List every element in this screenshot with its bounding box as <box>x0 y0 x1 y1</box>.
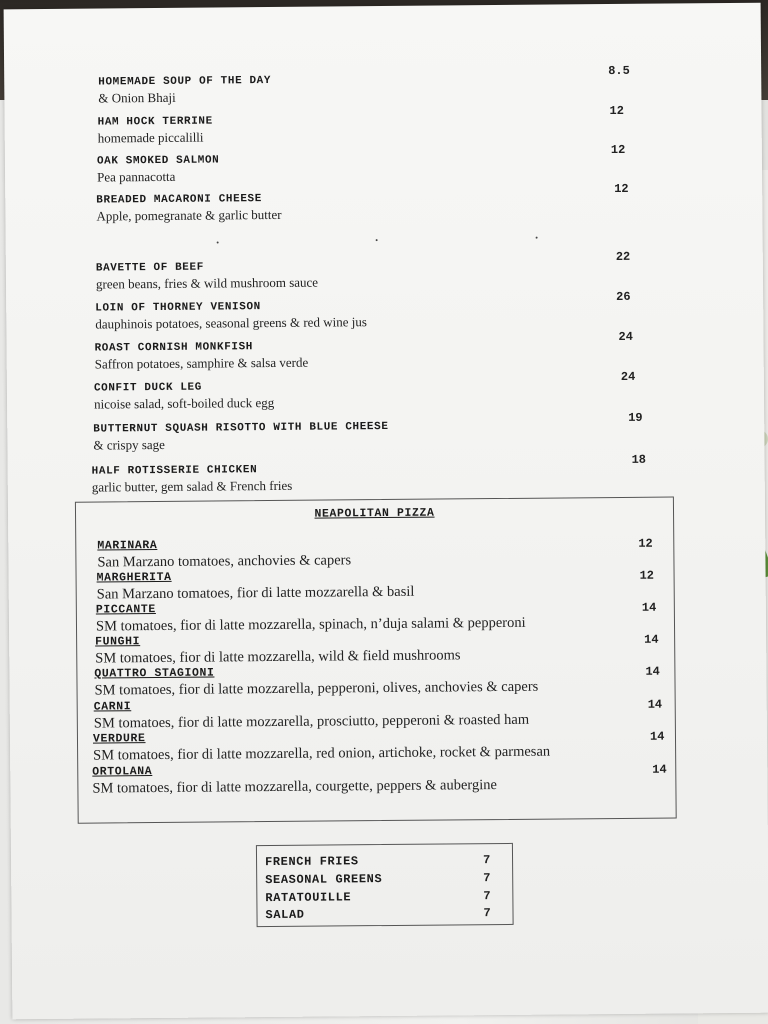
main-item <box>93 410 768 459</box>
dish-price: 12 <box>610 142 626 158</box>
pizza-section-title: NEAPOLITAN PIZZA <box>314 506 435 521</box>
dish-price: 24 <box>618 329 633 344</box>
section-divider-dot <box>217 241 219 243</box>
pizza-price: 14 <box>649 729 665 744</box>
side-name: RATATOUILLE <box>265 890 352 906</box>
section-divider-dot <box>376 239 378 241</box>
dish-description: garlic butter, gem salad & French fries <box>91 477 293 495</box>
pizza-item <box>92 761 672 798</box>
side-item <box>265 853 505 873</box>
side-price: 7 <box>483 871 491 886</box>
dish-description: homemade piccalilli <box>97 129 204 146</box>
dish-name: ROAST CORNISH MONKFISH <box>94 341 254 355</box>
dish-price: 12 <box>609 103 624 119</box>
side-item <box>265 871 505 891</box>
dish-price: 26 <box>616 289 631 304</box>
pizza-description: SM tomatoes, fior di latte mozzarella, red onion, artichoke, rocket & parmesan <box>93 743 551 764</box>
side-name: SALAD <box>265 907 305 923</box>
side-price: 7 <box>483 889 491 904</box>
side-name: FRENCH FRIES <box>264 854 359 870</box>
pizza-name: CARNI <box>93 700 132 714</box>
dish-name: HALF ROTISSERIE CHICKEN <box>91 464 258 478</box>
dish-description: nicoise salad, soft-boiled duck egg <box>93 394 275 412</box>
pizza-description: San Marzano tomatoes, anchovies & capers <box>97 552 352 571</box>
pizza-item <box>94 662 674 699</box>
side-price: 7 <box>482 853 491 868</box>
pizza-price: 14 <box>647 697 663 712</box>
dish-name: HAM HOCK TERRINE <box>97 115 213 129</box>
dish-description: Saffron potatoes, samphire & salsa verde <box>94 354 309 372</box>
pizza-price: 12 <box>638 536 653 551</box>
section-divider-dot <box>536 237 538 239</box>
pizza-description: SM tomatoes, fior di latte mozzarella, spinach, n’duja salami & pepperoni <box>95 614 526 635</box>
dish-name: BREADED MACARONI CHEESE <box>96 193 262 207</box>
main-item <box>91 452 768 501</box>
pizza-item <box>93 728 673 765</box>
pizza-item <box>95 630 675 667</box>
starter-item <box>96 181 768 230</box>
dish-description: & crispy sage <box>93 436 165 453</box>
dish-description: & Onion Bhaji <box>98 89 176 106</box>
pizza-description: SM tomatoes, fior di latte mozzarella, pepperoni, olives, anchovies & capers <box>94 678 539 699</box>
main-item <box>95 289 768 338</box>
pizza-price: 14 <box>641 600 657 615</box>
pizza-name: PICCANTE <box>95 603 156 617</box>
side-item <box>265 906 505 926</box>
main-item <box>93 369 768 418</box>
dish-description: Pea pannacotta <box>97 168 176 185</box>
dish-name: HOMEMADE SOUP OF THE DAY <box>98 74 272 89</box>
sides-section <box>256 843 514 927</box>
dish-price: 24 <box>620 369 636 384</box>
pizza-name: VERDURE <box>92 732 146 746</box>
pizza-price: 14 <box>644 632 659 647</box>
starter-item <box>98 63 768 112</box>
side-name: SEASONAL GREENS <box>265 872 383 888</box>
menu-sheet <box>4 3 768 1020</box>
pizza-name: MARGHERITA <box>96 570 172 585</box>
dish-description: dauphinois potatoes, seasonal greens & red wine jus <box>95 314 367 332</box>
pizza-name: MARINARA <box>97 539 158 553</box>
dish-price: 19 <box>628 410 643 425</box>
pizza-name: QUATTRO STAGIONI <box>94 666 215 681</box>
side-price: 7 <box>483 906 491 921</box>
dish-price: 12 <box>614 181 629 197</box>
pizza-item <box>97 566 677 603</box>
pizza-description: SM tomatoes, fior di latte mozzarella, wild & field mushrooms <box>95 647 461 667</box>
dish-name: CONFIT DUCK LEG <box>93 381 202 395</box>
pizza-price: 14 <box>652 762 667 777</box>
dish-name: BAVETTE OF BEEF <box>95 261 204 275</box>
pizza-price: 14 <box>645 664 660 679</box>
pizza-item <box>94 696 674 733</box>
starter-item <box>96 142 768 191</box>
main-item <box>95 249 768 298</box>
dish-description: green beans, fries & wild mushroom sauce <box>95 274 319 292</box>
dish-name: BUTTERNUT SQUASH RISOTTO WITH BLUE CHEESE <box>93 420 389 436</box>
dish-price: 18 <box>631 452 647 467</box>
dish-name: LOIN OF THORNEY VENISON <box>95 301 261 315</box>
main-item <box>94 329 768 378</box>
pizza-description: SM tomatoes, fior di latte mozzarella, courgette, peppers & aubergine <box>92 777 497 797</box>
pizza-section <box>75 496 677 823</box>
pizza-description: SM tomatoes, fior di latte mozzarella, prosciutto, pepperoni & roasted ham <box>93 711 530 732</box>
dish-name: OAK SMOKED SALMON <box>96 154 220 168</box>
pizza-price: 12 <box>639 568 655 583</box>
pizza-name: FUNGHI <box>95 635 141 649</box>
dish-price: 8.5 <box>608 63 630 79</box>
pizza-name: ORTOLANA <box>92 765 153 779</box>
pizza-item <box>97 534 677 571</box>
pizza-description: San Marzano tomatoes, fior di latte mozzarella & basil <box>96 583 415 603</box>
pizza-item <box>96 598 676 635</box>
starter-item <box>97 103 768 152</box>
dish-description: Apple, pomegranate & garlic butter <box>96 206 282 224</box>
dish-price: 22 <box>615 249 631 264</box>
